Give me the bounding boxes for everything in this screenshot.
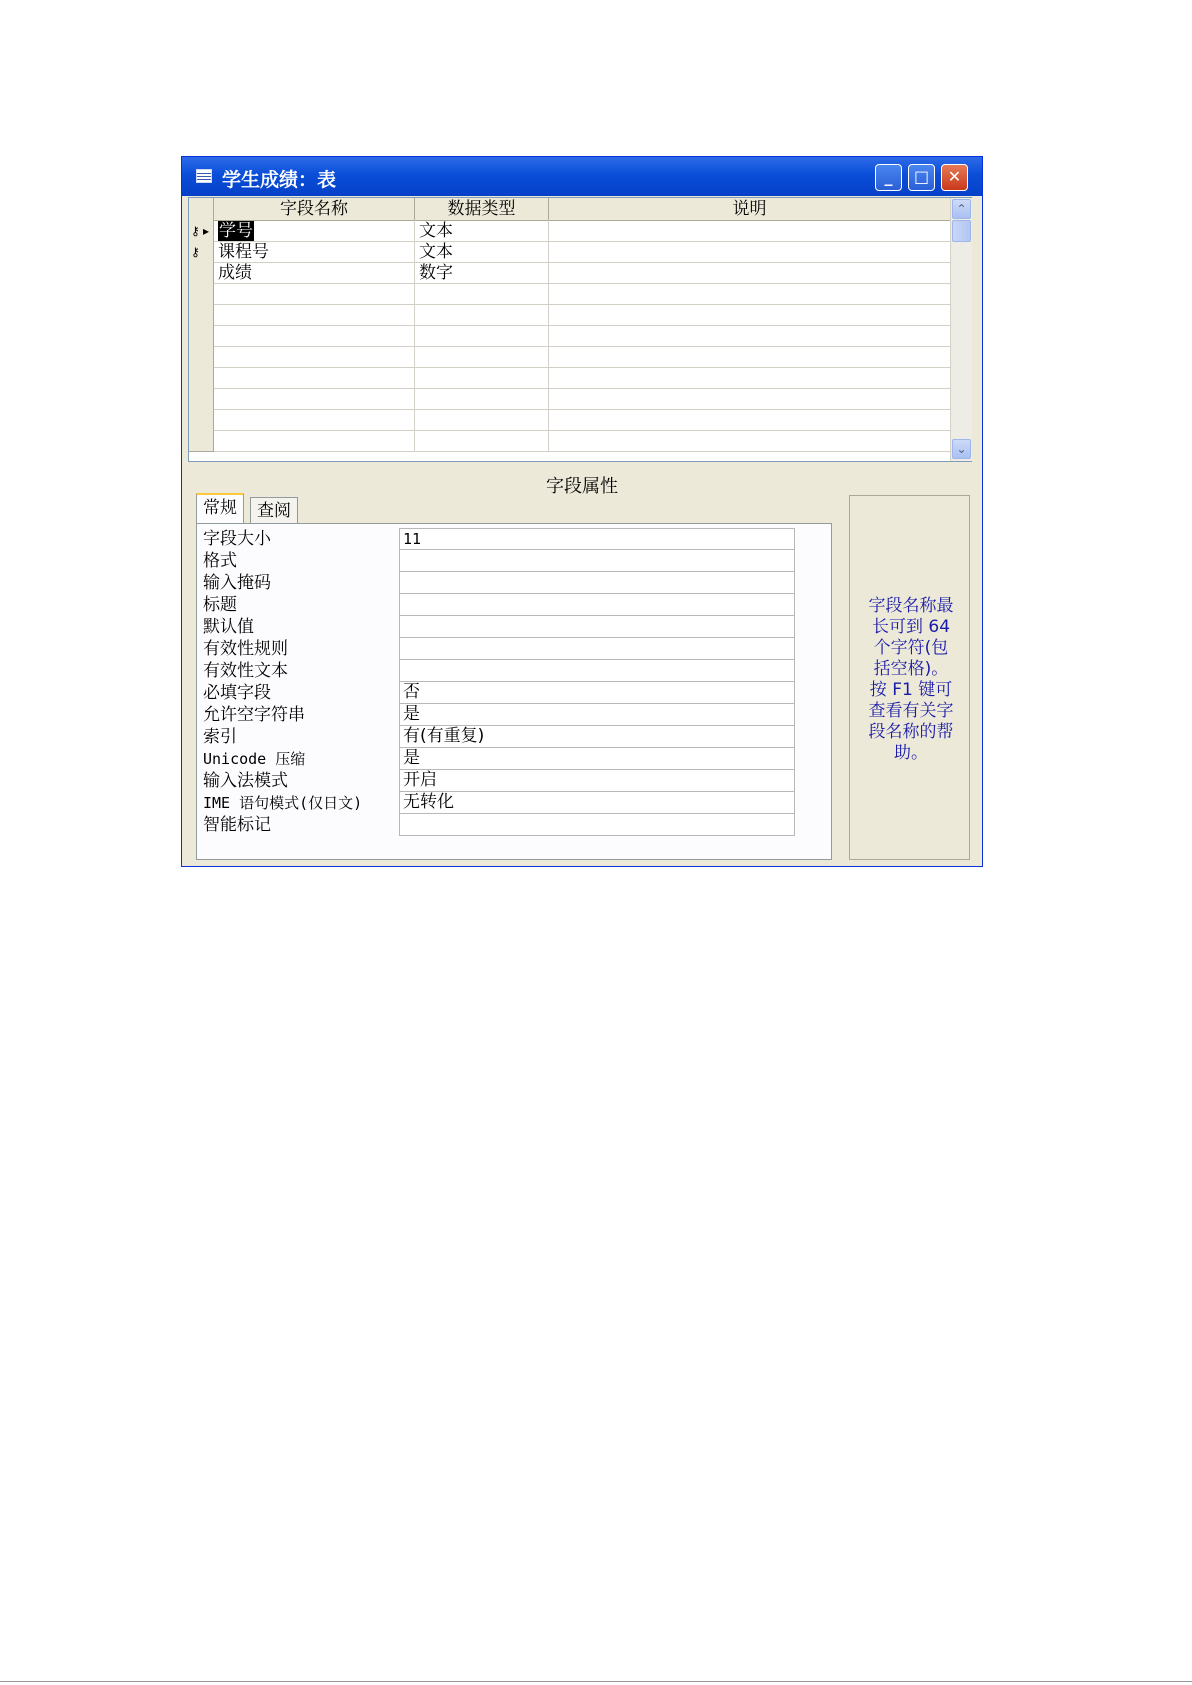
- data-type-cell[interactable]: [415, 346, 549, 368]
- field-name-text: 课程号: [218, 242, 269, 262]
- scroll-down-button[interactable]: [952, 439, 971, 459]
- property-label: 默认值: [203, 617, 254, 637]
- vertical-scrollbar[interactable]: [950, 198, 972, 461]
- property-row[interactable]: [203, 660, 795, 682]
- table-row[interactable]: [189, 388, 951, 410]
- table-row[interactable]: [189, 241, 951, 263]
- table-row[interactable]: [189, 346, 951, 368]
- field-name-cell[interactable]: [214, 283, 415, 305]
- tab-general[interactable]: 常规: [196, 493, 244, 523]
- description-cell[interactable]: [549, 388, 951, 410]
- table-row[interactable]: [189, 430, 951, 452]
- property-row[interactable]: [203, 594, 795, 616]
- title-bar[interactable]: [182, 157, 982, 196]
- help-hint-line: 个字符(包: [873, 638, 949, 658]
- field-properties-title: 字段属性: [546, 476, 618, 497]
- data-type-cell[interactable]: [415, 262, 549, 284]
- header-selector: [189, 198, 214, 220]
- property-label: 标题: [203, 595, 237, 615]
- data-type-cell[interactable]: [415, 304, 549, 326]
- table-row[interactable]: [189, 409, 951, 431]
- field-design-grid: [188, 197, 972, 462]
- scroll-up-button[interactable]: [952, 199, 971, 219]
- help-hint-line: 助。: [894, 743, 928, 763]
- property-label: 输入法模式: [203, 771, 288, 791]
- description-cell[interactable]: [549, 220, 951, 242]
- field-name-text: 成绩: [218, 263, 252, 283]
- property-row[interactable]: [203, 704, 795, 726]
- data-type-text: 数字: [419, 263, 453, 283]
- tab-lookup[interactable]: 查阅: [250, 497, 298, 523]
- help-hint-line: 查看有关字: [868, 701, 954, 721]
- help-hint-text: [858, 596, 964, 764]
- table-row[interactable]: [189, 367, 951, 389]
- data-type-cell[interactable]: [415, 388, 549, 410]
- maximize-button[interactable]: □: [908, 164, 935, 191]
- property-value-field[interactable]: 11: [399, 528, 795, 550]
- data-type-cell[interactable]: [415, 283, 549, 305]
- row-selector[interactable]: [189, 388, 214, 410]
- property-row[interactable]: [203, 748, 795, 770]
- property-value-field[interactable]: [399, 616, 795, 638]
- property-label: 格式: [203, 551, 237, 571]
- header-data-type: 数据类型: [415, 198, 549, 220]
- help-hint-line: 长可到 64: [871, 617, 951, 637]
- data-type-cell[interactable]: [415, 220, 549, 242]
- row-selector[interactable]: [189, 325, 214, 347]
- property-label: 有效性规则: [203, 639, 288, 659]
- description-cell[interactable]: [549, 304, 951, 326]
- description-cell[interactable]: [549, 430, 951, 452]
- field-name-cell[interactable]: [214, 346, 415, 368]
- help-hint-panel: [849, 495, 970, 860]
- table-row[interactable]: [189, 220, 951, 242]
- property-row[interactable]: [203, 572, 795, 594]
- description-cell[interactable]: [549, 325, 951, 347]
- help-hint-line: 括空格)。: [873, 659, 949, 679]
- row-selector[interactable]: [189, 367, 214, 389]
- table-design-window: [181, 156, 983, 867]
- field-name-cell[interactable]: [214, 367, 415, 389]
- property-row[interactable]: [203, 814, 795, 836]
- data-type-text: 文本: [419, 242, 453, 262]
- property-value-field[interactable]: [399, 594, 795, 616]
- property-row[interactable]: [203, 682, 795, 704]
- property-label: Unicode 压缩: [203, 750, 306, 768]
- page-bottom-rule: [0, 1681, 1192, 1682]
- field-name-cell[interactable]: [214, 241, 415, 263]
- property-value-field[interactable]: 是: [399, 748, 795, 770]
- field-name-cell[interactable]: [214, 220, 415, 242]
- property-value-field[interactable]: 否: [399, 682, 795, 704]
- field-name-cell[interactable]: [214, 430, 415, 452]
- field-name-cell[interactable]: [214, 304, 415, 326]
- table-icon: [196, 169, 212, 183]
- row-selector[interactable]: [189, 346, 214, 368]
- property-label: 必填字段: [203, 683, 271, 703]
- grid-header: [189, 198, 951, 221]
- property-row[interactable]: [203, 726, 795, 748]
- data-type-cell[interactable]: [415, 367, 549, 389]
- help-hint-line: 字段名称最: [868, 596, 954, 616]
- row-selector[interactable]: [189, 262, 214, 284]
- data-type-cell[interactable]: [415, 430, 549, 452]
- property-row[interactable]: [203, 792, 795, 814]
- data-type-text: 文本: [419, 221, 453, 241]
- description-cell[interactable]: [549, 262, 951, 284]
- row-selector[interactable]: [189, 304, 214, 326]
- property-value-field[interactable]: 是: [399, 704, 795, 726]
- data-type-cell[interactable]: [415, 409, 549, 431]
- property-value-field[interactable]: 开启: [399, 770, 795, 792]
- property-value-field[interactable]: [399, 638, 795, 660]
- property-row[interactable]: [203, 528, 795, 550]
- description-cell[interactable]: [549, 367, 951, 389]
- field-name-cell[interactable]: [214, 262, 415, 284]
- property-value-field[interactable]: [399, 660, 795, 682]
- field-name-cell[interactable]: [214, 325, 415, 347]
- description-cell[interactable]: [549, 241, 951, 263]
- table-row[interactable]: [189, 325, 951, 347]
- property-label: 允许空字符串: [203, 705, 305, 725]
- row-selector[interactable]: [189, 430, 214, 452]
- chevron-down-icon: ⌄: [956, 442, 967, 456]
- field-name-cell[interactable]: [214, 388, 415, 410]
- help-hint-line: 按 F1 键可: [869, 680, 953, 700]
- property-value-field[interactable]: [399, 550, 795, 572]
- row-selector[interactable]: [189, 220, 214, 242]
- property-row[interactable]: [203, 638, 795, 660]
- description-cell[interactable]: [549, 409, 951, 431]
- data-type-cell[interactable]: [415, 241, 549, 263]
- property-row[interactable]: [203, 616, 795, 638]
- property-label: IME 语句模式(仅日文): [203, 794, 363, 812]
- scroll-thumb[interactable]: [952, 220, 971, 242]
- property-value-field[interactable]: [399, 814, 795, 836]
- chevron-up-icon: ⌃: [956, 202, 967, 216]
- property-value-field[interactable]: 有(有重复): [399, 726, 795, 748]
- property-row[interactable]: [203, 770, 795, 792]
- header-description: 说明: [549, 198, 951, 220]
- property-label: 字段大小: [203, 529, 271, 549]
- property-label: 有效性文本: [203, 661, 288, 681]
- property-row[interactable]: [203, 550, 795, 572]
- row-selector[interactable]: [189, 409, 214, 431]
- property-label: 输入掩码: [203, 573, 271, 593]
- general-properties-panel: [196, 523, 832, 860]
- field-name-text: 学号: [219, 221, 253, 241]
- window-title: 学生成绩：表: [222, 169, 337, 191]
- row-selector[interactable]: [189, 283, 214, 305]
- close-button[interactable]: ✕: [941, 164, 968, 191]
- row-selector[interactable]: [189, 241, 214, 263]
- primary-key-icon: ⚷: [191, 245, 200, 259]
- row-pointer-icon: ▸: [203, 224, 210, 238]
- property-label: 智能标记: [203, 815, 271, 835]
- table-row[interactable]: [189, 262, 951, 284]
- description-cell[interactable]: [549, 346, 951, 368]
- description-cell[interactable]: [549, 283, 951, 305]
- property-label: 索引: [203, 727, 237, 747]
- header-field-name: 字段名称: [214, 198, 415, 220]
- property-value-field[interactable]: [399, 572, 795, 594]
- table-row[interactable]: [189, 304, 951, 326]
- data-type-cell[interactable]: [415, 325, 549, 347]
- minimize-button[interactable]: _: [875, 164, 902, 191]
- table-row[interactable]: [189, 283, 951, 305]
- property-value-field[interactable]: 无转化: [399, 792, 795, 814]
- field-name-cell[interactable]: [214, 409, 415, 431]
- primary-key-icon: ⚷: [191, 224, 200, 238]
- help-hint-line: 段名称的帮: [868, 722, 954, 742]
